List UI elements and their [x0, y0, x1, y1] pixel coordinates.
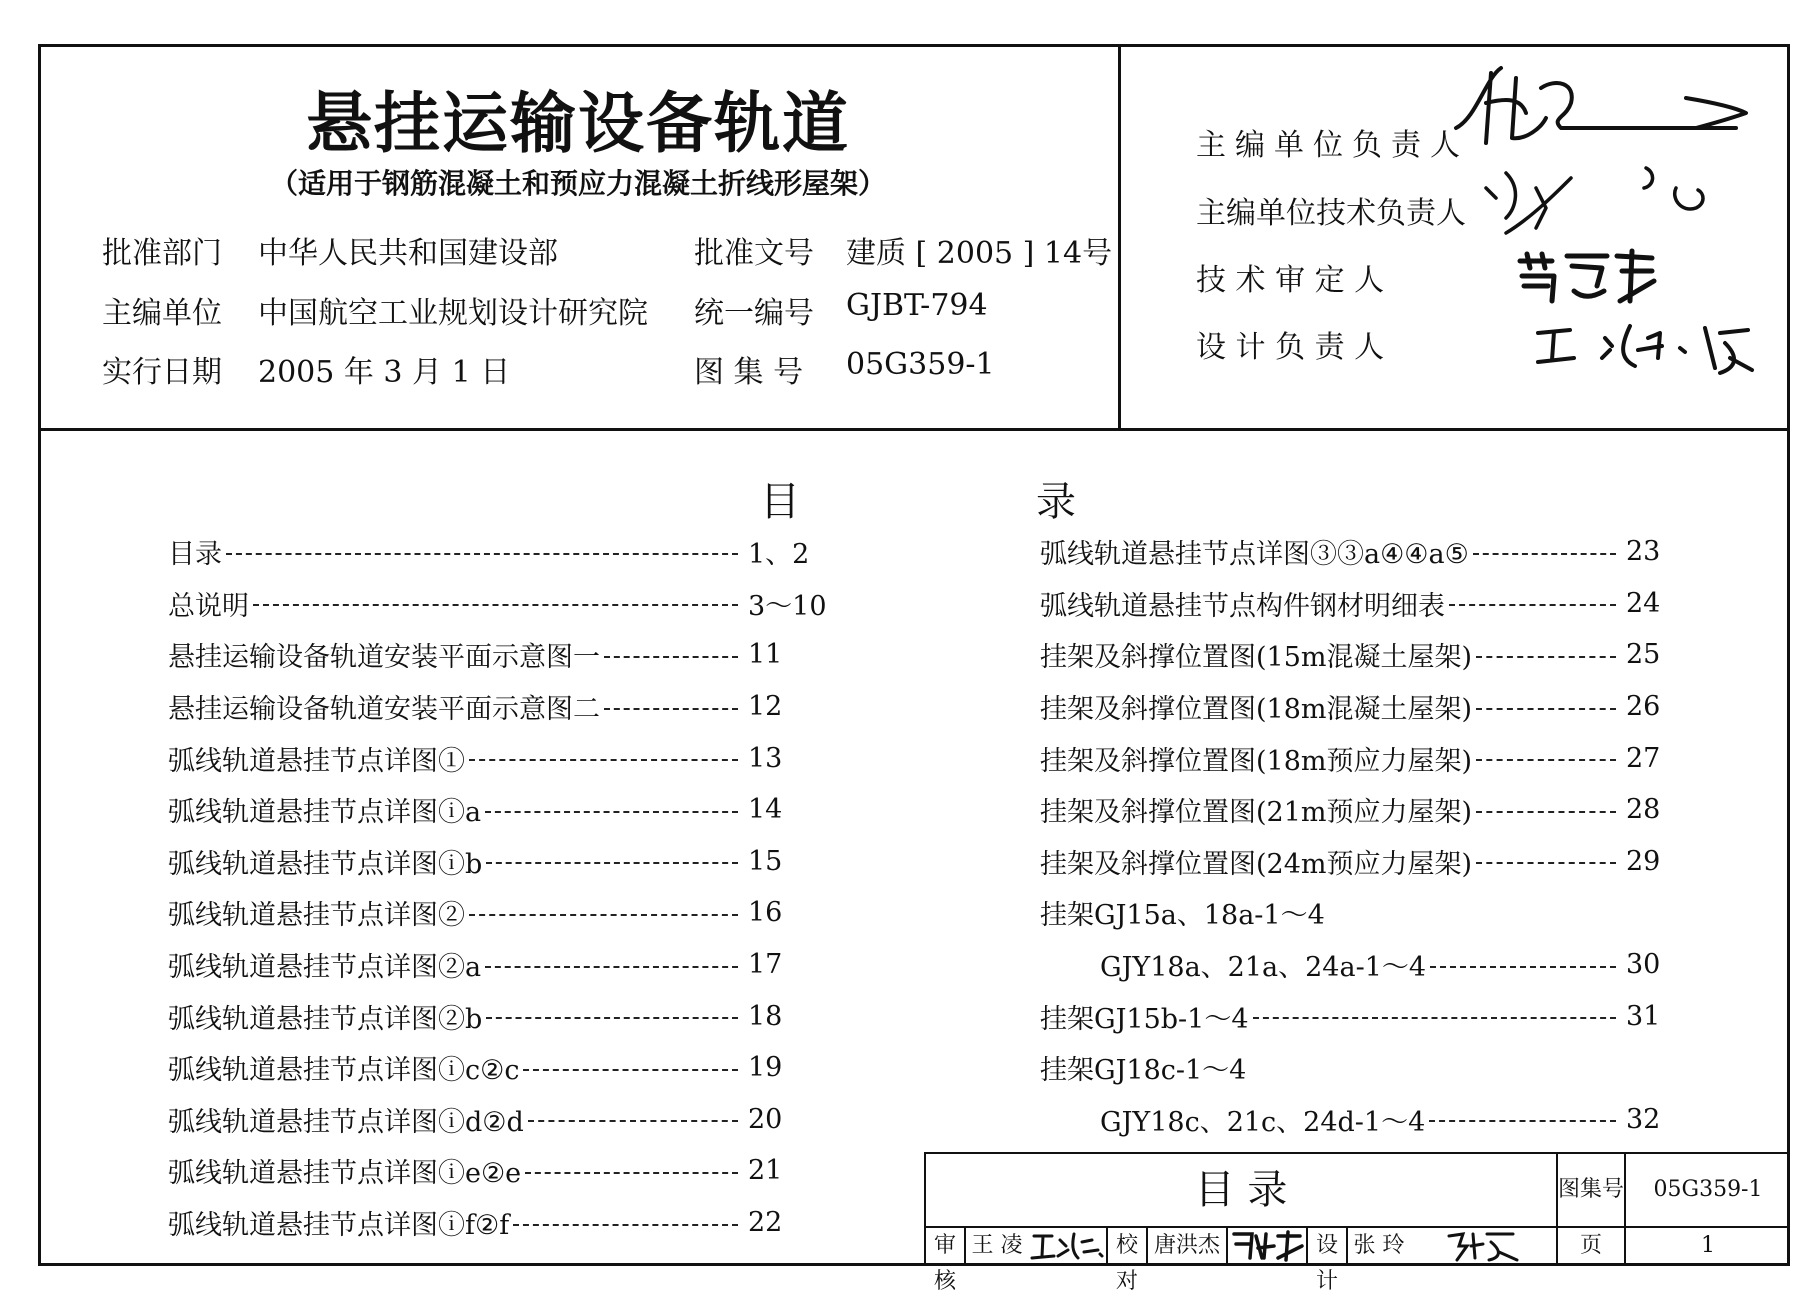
- atlas-number-label: 图集号: [1558, 1154, 1626, 1228]
- toc-entry-title: 挂架及斜撑位置图(21m预应力屋架): [1040, 797, 1473, 829]
- toc-entry[interactable]: [1040, 1042, 1670, 1094]
- toc-entry-page: 20: [748, 1103, 783, 1135]
- toc-entry-page: 31: [1626, 1000, 1661, 1032]
- leader-line: [1476, 862, 1616, 864]
- toc-entry-page: 19: [748, 1052, 783, 1084]
- leader-line: [1476, 708, 1616, 710]
- toc-entry-title: 挂架GJ15a、18a-1～4: [1040, 900, 1325, 932]
- toc-entry-title: 弧线轨道悬挂节点详图①: [168, 745, 465, 777]
- leader-line: [469, 759, 738, 761]
- toc-entry[interactable]: [1040, 526, 1670, 578]
- toc-entry-page: 22: [748, 1207, 783, 1239]
- toc-entry[interactable]: [168, 1197, 828, 1249]
- effective-date-label: 实行日期: [102, 355, 222, 390]
- leader-line: [525, 1172, 738, 1174]
- signature-chief-tech-head: [1476, 158, 1726, 248]
- signature-tech-reviewer: [1512, 246, 1662, 308]
- toc-entry-page: 30: [1626, 949, 1661, 981]
- toc-entry-title: 悬挂运输设备轨道安装平面示意图一: [168, 642, 600, 674]
- toc-entry[interactable]: [1040, 784, 1670, 836]
- toc-entry-page: 29: [1626, 845, 1661, 877]
- toc-entry-page: 28: [1626, 794, 1661, 826]
- toc-entry-title: 弧线轨道悬挂节点详图②b: [168, 1003, 483, 1035]
- leader-line: [604, 656, 738, 658]
- leader-line: [604, 708, 738, 710]
- toc-entry-title: 弧线轨道悬挂节点详图ⓘc②c: [168, 1055, 520, 1087]
- toc-entry[interactable]: [1040, 681, 1670, 733]
- check-label: 校对: [1108, 1228, 1148, 1266]
- toc-heading-left: 目: [760, 479, 800, 525]
- toc-entry-page: 18: [748, 1000, 783, 1032]
- review-label: 审核: [926, 1228, 966, 1266]
- signature-design-head: [1530, 318, 1760, 378]
- toc-entry-page: 11: [748, 639, 783, 671]
- design-head-label: 设 计 负 责 人: [1196, 330, 1385, 365]
- chief-tech-head-label: 主编单位技术负责人: [1196, 196, 1466, 231]
- approval-doc-value: 建质 [ 2005 ] 14号: [846, 236, 1113, 271]
- leader-line: [485, 966, 738, 968]
- leader-line: [523, 1069, 738, 1071]
- toc-entry-title: 挂架及斜撑位置图(15m混凝土屋架): [1040, 642, 1473, 674]
- effective-date-value: 2005 年 3 月 1 日: [258, 355, 511, 390]
- toc-entry-title: 弧线轨道悬挂节点详图ⓘa: [168, 797, 482, 829]
- atlas-number-value: 05G359-1: [846, 347, 995, 382]
- toc-entry-page: 1、2: [748, 539, 810, 571]
- approval-doc-label: 批准文号: [694, 236, 814, 271]
- leader-line: [1476, 811, 1616, 813]
- page-label: 页: [1558, 1228, 1626, 1266]
- toc-entry-page: 21: [748, 1155, 783, 1187]
- toc-entry[interactable]: [1040, 732, 1670, 784]
- toc-entry[interactable]: [168, 1145, 828, 1197]
- toc-entry-title: 弧线轨道悬挂节点详图②: [168, 900, 465, 932]
- toc-entry-page: 32: [1626, 1103, 1661, 1135]
- toc-entry-title: 目录: [168, 539, 222, 571]
- toc-entry[interactable]: [168, 836, 828, 888]
- review-signature: [1028, 1228, 1108, 1266]
- toc-entry[interactable]: [1040, 990, 1670, 1042]
- chief-unit-head-label: 主编单位负责人: [1196, 128, 1469, 163]
- toc-entry[interactable]: [168, 681, 828, 733]
- leader-line: [1430, 966, 1616, 968]
- review-name: 王 凌: [971, 1233, 1023, 1258]
- unified-code-label: 统一编号: [694, 296, 814, 331]
- leader-line: [226, 553, 738, 555]
- check-signature: [1228, 1228, 1308, 1266]
- toc-entry-title: 弧线轨道悬挂节点详图ⓘb: [168, 848, 483, 880]
- toc-entry-title: 挂架GJ18c-1～4: [1040, 1055, 1247, 1087]
- toc-entry[interactable]: [168, 578, 828, 630]
- design-label: 设计: [1308, 1228, 1348, 1266]
- tech-reviewer-label: 技 术 审 定 人: [1196, 263, 1385, 298]
- toc-entry-page: 24: [1626, 587, 1661, 619]
- toc-entry[interactable]: [1040, 836, 1670, 888]
- atlas-number-value: 05G359-1: [1626, 1154, 1790, 1228]
- toc-entry[interactable]: [168, 526, 828, 578]
- toc-entry-title: 悬挂运输设备轨道安装平面示意图二: [168, 694, 600, 726]
- leader-line: [528, 1120, 738, 1122]
- editor-unit-label: 主编单位: [102, 296, 222, 331]
- toc-entry-title: 弧线轨道悬挂节点详图③③a④④a⑤: [1040, 539, 1469, 571]
- toc-entry-title: 弧线轨道悬挂节点详图ⓘf②f: [168, 1210, 510, 1242]
- toc-entry[interactable]: [1040, 887, 1670, 939]
- toc-entry[interactable]: [168, 784, 828, 836]
- check-name: 唐洪杰: [1148, 1228, 1228, 1266]
- header-divider: [38, 428, 1790, 431]
- leader-line: [1253, 1017, 1616, 1019]
- title-block: [924, 1152, 1790, 1294]
- leader-line: [1476, 759, 1616, 761]
- toc-entry-page: 13: [748, 742, 783, 774]
- leader-line: [1473, 553, 1616, 555]
- atlas-number-label: 图 集 号: [694, 355, 804, 390]
- leader-line: [1429, 1120, 1616, 1122]
- toc-entry-page: 17: [748, 949, 783, 981]
- toc-entry-page: 27: [1626, 742, 1661, 774]
- toc-entry[interactable]: [168, 887, 828, 939]
- leader-line: [1449, 604, 1616, 606]
- toc-entry[interactable]: [1040, 1094, 1670, 1146]
- toc-entry-title: GJY18a、21a、24a-1～4: [1100, 952, 1427, 984]
- toc-entry-page: 3～10: [748, 590, 827, 622]
- editor-unit-value: 中国航空工业规划设计研究院: [258, 296, 648, 331]
- page-value: 1: [1701, 1233, 1715, 1258]
- toc-entry-title: 弧线轨道悬挂节点详图②a: [168, 952, 482, 984]
- approval-dept-value: 中华人民共和国建设部: [258, 236, 558, 271]
- toc-entry-page: 25: [1626, 639, 1661, 671]
- signature-chief-unit-head: [1446, 58, 1776, 158]
- leader-line: [485, 811, 738, 813]
- leader-line: [253, 604, 738, 606]
- toc-entry[interactable]: [168, 990, 828, 1042]
- design-name: 张 玲: [1353, 1233, 1405, 1258]
- toc-entry[interactable]: [1040, 629, 1670, 681]
- toc-entry-page: 14: [748, 794, 783, 826]
- leader-line: [486, 1017, 738, 1019]
- design-signature: [1410, 1228, 1558, 1266]
- toc-entry-title: 弧线轨道悬挂节点详图ⓘe②e: [168, 1158, 522, 1190]
- leader-line: [513, 1224, 738, 1226]
- toc-right-column: [1040, 526, 1670, 1145]
- toc-entry[interactable]: [168, 939, 828, 991]
- toc-entry[interactable]: [1040, 578, 1670, 630]
- leader-line: [1476, 656, 1616, 658]
- header-vertical-divider: [1118, 44, 1121, 429]
- toc-entry-title: 弧线轨道悬挂节点详图ⓘd②d: [168, 1106, 524, 1138]
- document-title: 悬挂运输设备轨道: [306, 85, 850, 162]
- toc-entry-page: 16: [748, 897, 783, 929]
- approval-dept-label: 批准部门: [102, 236, 222, 271]
- toc-entry-title: 弧线轨道悬挂节点构件钢材明细表: [1040, 590, 1445, 622]
- toc-entry-page: 26: [1626, 691, 1661, 723]
- toc-entry-title: 挂架GJ15b-1～4: [1040, 1003, 1249, 1035]
- toc-entry-title: 总说明: [168, 590, 249, 622]
- toc-entry-page: 12: [748, 691, 783, 723]
- toc-entry-title: GJY18c、21c、24d-1～4: [1100, 1106, 1426, 1138]
- toc-heading-right: 录: [1036, 479, 1076, 525]
- toc-entry[interactable]: [168, 732, 828, 784]
- toc-entry-page: 15: [748, 845, 783, 877]
- toc-entry[interactable]: [168, 1094, 828, 1146]
- toc-entry-page: 23: [1626, 536, 1661, 568]
- toc-entry[interactable]: [168, 629, 828, 681]
- title-block-name: 目 录: [926, 1154, 1558, 1228]
- leader-line: [486, 862, 738, 864]
- toc-entry[interactable]: [1040, 939, 1670, 991]
- toc-entry-title: 挂架及斜撑位置图(24m预应力屋架): [1040, 848, 1473, 880]
- toc-entry-title: 挂架及斜撑位置图(18m混凝土屋架): [1040, 694, 1473, 726]
- leader-line: [469, 914, 738, 916]
- toc-entry-title: 挂架及斜撑位置图(18m预应力屋架): [1040, 745, 1473, 777]
- document-subtitle: （适用于钢筋混凝土和预应力混凝土折线形屋架）: [269, 167, 886, 200]
- unified-code-value: GJBT-794: [846, 288, 988, 323]
- toc-entry[interactable]: [168, 1042, 828, 1094]
- toc-left-column: [168, 526, 828, 1248]
